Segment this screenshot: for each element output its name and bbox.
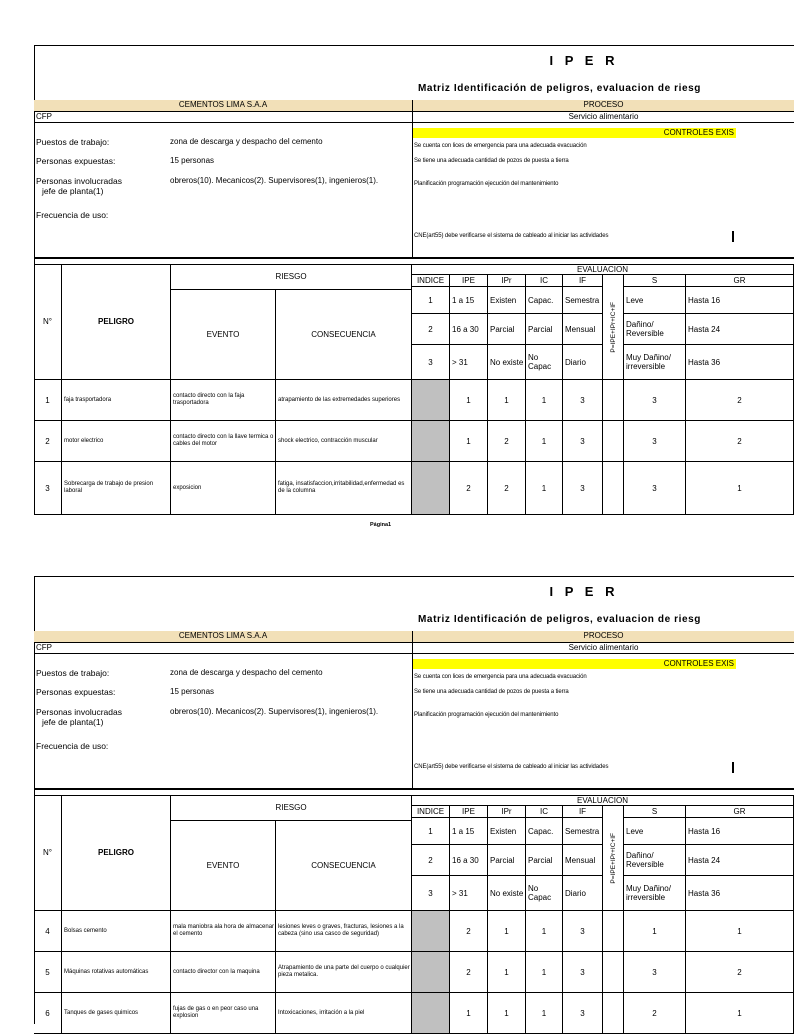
consecuencia-header: CONSECUENCIA xyxy=(276,821,412,911)
riesgo-header: RIESGO xyxy=(171,264,412,290)
row-ic: 1 xyxy=(526,380,563,421)
involucradas-label-2: jefe de planta(1) xyxy=(42,717,104,727)
controles-header: CONTROLES EXIS xyxy=(413,659,736,669)
row-formula-blank xyxy=(603,462,624,515)
row-s: 3 xyxy=(624,952,686,993)
row-ipe: 2 xyxy=(450,462,488,515)
row-indice-blank xyxy=(412,462,450,515)
ipe-header: IPE xyxy=(450,275,488,287)
row-ic: 1 xyxy=(526,462,563,515)
scale-s: Muy Dañino/ irreversible xyxy=(624,876,686,911)
row-if: 3 xyxy=(563,462,603,515)
row-number: 4 xyxy=(34,911,62,952)
page-title: I P E R xyxy=(549,584,619,599)
row-evento: exposicion xyxy=(171,462,276,515)
row-gr: 1 xyxy=(686,911,794,952)
proceso-band: PROCESO xyxy=(412,631,794,642)
row-number: 2 xyxy=(34,421,62,462)
row-consecuencia: Intoxicaciones, irritación a la piel xyxy=(276,993,412,1034)
scale-ipr: Existen xyxy=(488,818,526,845)
row-evento: mala maniobra ala hora de almacenar el cemento xyxy=(171,911,276,952)
row-ipr: 1 xyxy=(488,911,526,952)
row-s: 3 xyxy=(624,380,686,421)
row-number: 6 xyxy=(34,993,62,1034)
row-gr: 2 xyxy=(686,952,794,993)
row-peligro: Sobrecarga de trabajo de presion laboral xyxy=(62,462,171,515)
row-ipe: 1 xyxy=(450,993,488,1034)
scale-indice: 1 xyxy=(412,818,450,845)
row-ic: 1 xyxy=(526,911,563,952)
scale-if: Mensual xyxy=(563,845,603,876)
involucradas-label: Personas involucradas xyxy=(36,707,122,717)
scale-indice: 1 xyxy=(412,287,450,314)
scale-indice: 3 xyxy=(412,876,450,911)
expuestas-label: Personas expuestas: xyxy=(36,687,116,697)
cfp-label: CFP xyxy=(34,111,412,123)
scale-gr: Hasta 36 xyxy=(686,876,794,911)
row-ipe: 1 xyxy=(450,421,488,462)
control-item: Se cuenta con lices de emergencia para una adecuada evacuación xyxy=(414,143,587,149)
scale-if: Mensual xyxy=(563,314,603,345)
ipe-header: IPE xyxy=(450,806,488,818)
row-if: 3 xyxy=(563,993,603,1034)
row-indice-blank xyxy=(412,911,450,952)
row-if: 3 xyxy=(563,952,603,993)
scale-ic: Capac. xyxy=(526,818,563,845)
row-consecuencia: fatiga, insatisfaccion,irritabilidad,enfermedad es de la columna xyxy=(276,462,412,515)
scale-ipe: 16 a 30 xyxy=(450,314,488,345)
row-formula-blank xyxy=(603,380,624,421)
row-s: 3 xyxy=(624,462,686,515)
frecuencia-label: Frecuencia de uso: xyxy=(36,210,109,220)
control-item: Planificación programación ejecución del mantenimiento xyxy=(414,712,559,718)
row-indice-blank xyxy=(412,380,450,421)
col-n-header: N° xyxy=(34,264,62,380)
scale-indice: 3 xyxy=(412,345,450,380)
row-if: 3 xyxy=(563,380,603,421)
row-ic: 1 xyxy=(526,993,563,1034)
row-consecuencia: shock electrico, contracción muscular xyxy=(276,421,412,462)
puestos-value: zona de descarga y despacho del cemento xyxy=(170,668,323,677)
row-ic: 1 xyxy=(526,952,563,993)
scale-ipe: 1 a 15 xyxy=(450,287,488,314)
row-number: 1 xyxy=(34,380,62,421)
evaluacion-header: EVALUACION xyxy=(412,264,794,275)
row-gr: 2 xyxy=(686,421,794,462)
involucradas-value: obreros(10). Mecanicos(2). Supervisores(1), ingenieros(1). xyxy=(170,176,379,185)
control-item: Se tiene una adecuada cantidad de pozos de puesta a tierra xyxy=(414,689,569,695)
proceso-band: PROCESO xyxy=(412,100,794,111)
expuestas-value: 15 personas xyxy=(170,687,215,696)
consecuencia-header: CONSECUENCIA xyxy=(276,290,412,380)
frecuencia-label: Frecuencia de uso: xyxy=(36,741,109,751)
scale-if: Semestra xyxy=(563,287,603,314)
row-indice-blank xyxy=(412,952,450,993)
row-peligro: Bolsas cemento xyxy=(62,911,171,952)
row-indice-blank xyxy=(412,421,450,462)
row-evento: contacto directo con la llave termica o cables del motor xyxy=(171,421,276,462)
indice-header: INDICE xyxy=(412,275,450,287)
row-ipe: 1 xyxy=(450,380,488,421)
scale-s: Dañino/ Reversible xyxy=(624,314,686,345)
control-item: CNE(art55) debe verificarse el sistema de cableado al iniciar las actividades xyxy=(414,764,609,770)
scale-ipe: 16 a 30 xyxy=(450,845,488,876)
row-s: 3 xyxy=(624,421,686,462)
control-item: Planificación programación ejecución del mantenimiento xyxy=(414,181,559,187)
col-peligro-header: PELIGRO xyxy=(62,264,171,380)
scale-gr: Hasta 16 xyxy=(686,818,794,845)
row-s: 2 xyxy=(624,993,686,1034)
row-evento: fujas de gas o en peor caso una explosion xyxy=(171,993,276,1034)
row-consecuencia: lesiones leves o graves, fracturas, lesiones a la cabeza (sino usa casco de seguridad) xyxy=(276,911,412,952)
riesgo-header: RIESGO xyxy=(171,795,412,821)
ic-header: IC xyxy=(526,806,563,818)
ic-header: IC xyxy=(526,275,563,287)
row-ipr: 1 xyxy=(488,952,526,993)
row-ipr: 2 xyxy=(488,421,526,462)
control-item: Se cuenta con lices de emergencia para una adecuada evacuación xyxy=(414,674,587,680)
row-evento: contacto director con la maquina xyxy=(171,952,276,993)
scale-ipr: No existe xyxy=(488,345,526,380)
sheet-frame xyxy=(34,45,794,528)
page-footer: Página1 xyxy=(370,522,392,528)
row-formula-blank xyxy=(603,421,624,462)
scale-ipe: > 31 xyxy=(450,345,488,380)
scale-ipr: Existen xyxy=(488,287,526,314)
row-ipr: 1 xyxy=(488,993,526,1034)
formula-header: P=IPE+IPr+IC+IF xyxy=(603,806,624,911)
if-header: IF xyxy=(563,275,603,287)
scale-ipr: Parcial xyxy=(488,845,526,876)
row-consecuencia: Atrapamiento de una parte del cuerpo o cualquier pieza metalica. xyxy=(276,952,412,993)
cfp-label: CFP xyxy=(34,642,412,654)
puestos-label: Puestos de trabajo: xyxy=(36,137,110,147)
sheet-page-1 xyxy=(34,45,746,528)
row-gr: 1 xyxy=(686,993,794,1034)
row-ic: 1 xyxy=(526,421,563,462)
row-ipe: 2 xyxy=(450,911,488,952)
if-header: IF xyxy=(563,806,603,818)
row-ipe: 2 xyxy=(450,952,488,993)
page-title: I P E R xyxy=(549,53,619,68)
formula-header: P=IPE+IPr+IC+IF xyxy=(603,275,624,380)
expuestas-value: 15 personas xyxy=(170,156,215,165)
scale-ic: No Capac xyxy=(526,345,563,380)
scale-s: Leve xyxy=(624,287,686,314)
row-number: 3 xyxy=(34,462,62,515)
page-subtitle: Matriz Identificación de peligros, evaluacion de riesg xyxy=(418,614,702,625)
scale-indice: 2 xyxy=(412,314,450,345)
scale-if: Diario xyxy=(563,876,603,911)
scale-gr: Hasta 16 xyxy=(686,287,794,314)
row-peligro: motor electrico xyxy=(62,421,171,462)
involucradas-label: Personas involucradas xyxy=(36,176,122,186)
gr-header: GR xyxy=(686,806,794,818)
scale-ic: Parcial xyxy=(526,845,563,876)
row-number: 5 xyxy=(34,952,62,993)
scale-ic: Parcial xyxy=(526,314,563,345)
involucradas-value: obreros(10). Mecanicos(2). Supervisores(1), ingenieros(1). xyxy=(170,707,379,716)
row-s: 1 xyxy=(624,911,686,952)
control-item: CNE(art55) debe verificarse el sistema de cableado al iniciar las actividades xyxy=(414,233,609,239)
row-formula-blank xyxy=(603,952,624,993)
scale-ipe: > 31 xyxy=(450,876,488,911)
scale-gr: Hasta 36 xyxy=(686,345,794,380)
row-formula-blank xyxy=(603,993,624,1034)
row-evento: contacto directo con la faja trasportadora xyxy=(171,380,276,421)
puestos-label: Puestos de trabajo: xyxy=(36,668,110,678)
company-band: CEMENTOS LIMA S.A.A xyxy=(34,631,412,642)
evaluacion-header: EVALUACION xyxy=(412,795,794,806)
s-header: S xyxy=(624,806,686,818)
indice-header: INDICE xyxy=(412,806,450,818)
scale-s: Leve xyxy=(624,818,686,845)
scale-ipr: No existe xyxy=(488,876,526,911)
row-if: 3 xyxy=(563,421,603,462)
row-peligro: Tanques de gases quimicos xyxy=(62,993,171,1034)
ipr-header: IPr xyxy=(488,275,526,287)
gr-header: GR xyxy=(686,275,794,287)
scale-ipr: Parcial xyxy=(488,314,526,345)
scale-if: Semestra xyxy=(563,818,603,845)
col-peligro-header: PELIGRO xyxy=(62,795,171,911)
controles-header: CONTROLES EXIS xyxy=(413,128,736,138)
evento-header: EVENTO xyxy=(171,821,276,911)
scale-indice: 2 xyxy=(412,845,450,876)
row-gr: 2 xyxy=(686,380,794,421)
proceso-value: Servicio alimentario xyxy=(412,642,794,654)
s-header: S xyxy=(624,275,686,287)
sheet-page-2 xyxy=(34,576,746,1024)
scale-gr: Hasta 24 xyxy=(686,314,794,345)
scale-ic: No Capac xyxy=(526,876,563,911)
row-ipr: 2 xyxy=(488,462,526,515)
control-item: Se tiene una adecuada cantidad de pozos de puesta a tierra xyxy=(414,158,569,164)
row-peligro: Máquinas rotativas automáticas xyxy=(62,952,171,993)
row-gr: 1 xyxy=(686,462,794,515)
scale-ic: Capac. xyxy=(526,287,563,314)
proceso-value: Servicio alimentario xyxy=(412,111,794,123)
row-if: 3 xyxy=(563,911,603,952)
page-subtitle: Matriz Identificación de peligros, evaluacion de riesg xyxy=(418,83,702,94)
sheet-frame xyxy=(34,576,794,1024)
company-band: CEMENTOS LIMA S.A.A xyxy=(34,100,412,111)
involucradas-label-2: jefe de planta(1) xyxy=(42,186,104,196)
row-indice-blank xyxy=(412,993,450,1034)
scale-if: Diario xyxy=(563,345,603,380)
row-consecuencia: atrapamiento de las extremedades superiores xyxy=(276,380,412,421)
expuestas-label: Personas expuestas: xyxy=(36,156,116,166)
scale-s: Muy Dañino/ irreversible xyxy=(624,345,686,380)
scale-ipe: 1 a 15 xyxy=(450,818,488,845)
col-n-header: N° xyxy=(34,795,62,911)
row-ipr: 1 xyxy=(488,380,526,421)
puestos-value: zona de descarga y despacho del cemento xyxy=(170,137,323,146)
scale-gr: Hasta 24 xyxy=(686,845,794,876)
ipr-header: IPr xyxy=(488,806,526,818)
row-formula-blank xyxy=(603,911,624,952)
scale-s: Dañino/ Reversible xyxy=(624,845,686,876)
row-peligro: faja trasportadora xyxy=(62,380,171,421)
evento-header: EVENTO xyxy=(171,290,276,380)
